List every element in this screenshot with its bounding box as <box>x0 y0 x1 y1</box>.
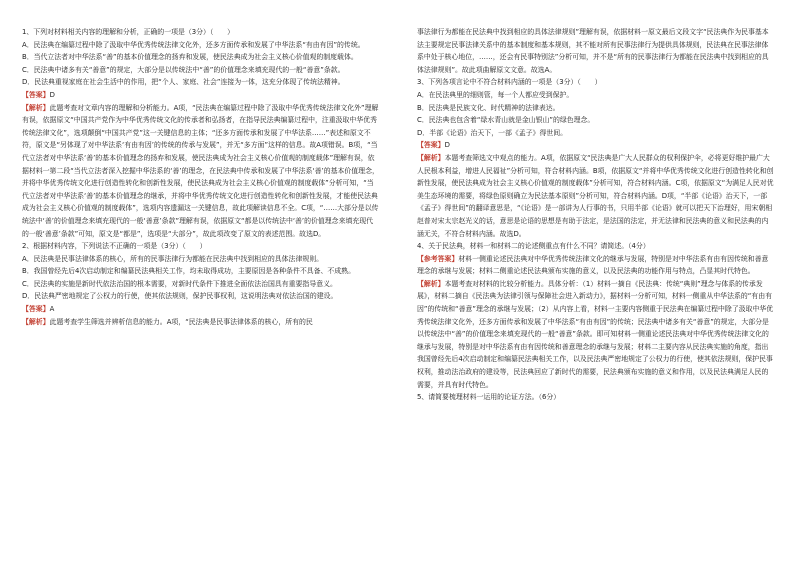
answer-label: 【答案】 <box>22 90 50 99</box>
answer-value: D <box>444 141 450 150</box>
analysis-text: 本题考查对材料的比较分析能力。具体分析：（1）材料一摘自《民法典：传统“典则”理念与体系的传承发展》，材料二摘自《民法典为法律引领与保障社会进入新动力》，据材料一分析可知，材料一侧重从中华法系的“有由有因”的传统和“善意”理念的承继与发展；（2）从内容上看，材料一主要内容侧重于民法典在编纂过程中除了汲取中华优秀传统法律文化外，还多方面传承和发展了中华法系“有由有因”的传统；民法典中诸多有关“善意”的规定，大部分是以传统法中“善”的价值理念来填充现代的一般“善意”条款。即可知材料一侧重论述民法典对中华优秀传统法律文化的继承与发展，特别是对中华法系有由有因传统和善意理念的承继与发展；材料二主要内容从民法典实施的角度，指出我国曾经先后4次启动制定和编纂民法典相关工作，以及民法典严密地规定了公权力的行使，使其依法规则，保护民事权利，推动法治政府的建设等，民法典回应了新时代的需要，民法典颁布实施的意义和作用，以及民法典满足人民的需要，并具有时代特色。 <box>417 279 774 389</box>
question-stem: 1、下列对材料相关内容的理解和分析，正确的一项是（3分）（ ） <box>22 28 235 36</box>
analysis-text: 此题考查对文章内容的理解和分析能力。A项，“民法典在编纂过程中除了汲取中华优秀传统法律文化外”理解有误，依据原文“中国共产党作为中华优秀传统文化的传承者和弘扬者，在指导民法典编纂过程中，注重汲取中华优秀传统法律文化”，选项颠倒“中国共产党”这一关键信息的主体；“还多方面传承和发展了中华法系……”表述和原文不符，原文是“另体现了对中华法系‘有由有因’的传统的传承与发展”，并无“多方面”这样的信息。故A项错误。B项，“当代立法者对中华法系‘善’的基本价值理念的扬弃和发展，使民法典成为社会主义核心价值观的制度载体”理解有误，依据材料一第二段“当代立法者深入挖掘中华法系的‘善’的理念，在民法典中传承和发展了中华法系‘善’的基本价值理念，并将中华优秀传统文化进行创造性转化和创新性发展，使民法典成为社会主义核心价值观的制度载体”分析可知，“当代立法者对中华法系‘善’的基本价值理念的继承，并将中华优秀传统文化进行创造性转化和创新性发展，才能使民法典成为社会主义核心价值观的制度载体”，选项内容遗漏这一关键信息，故此项解读信息不全。C项，“……大部分是以传统法中‘善’的价值理念来填充现代的一般‘善意’条款”理解有误，依据原文“都是以传统法中‘善’的价值理念来填充现代的一般‘善意’条款”可知，原文是“都是”，选项是“大部分”，故此项改变了原文的表述范围。故选D。 <box>22 103 379 238</box>
option-text: C．民法典中诸多有关“善意”的规定，大部分是以传统法中“善”的价值理念来填充现代的一般“善意”条款。 <box>22 65 345 74</box>
option-text: B．民法典是民族文化、时代精神的法律表达。 <box>417 103 560 112</box>
option-text: 事法律行为都能在民法典中找到相应的具体法律规则”理解有误，依据材料一原文最后文段文字“民法典作为民事基本法主要规定民事法律关系中的基本制度和基本规则，其不能对所有民事法律行为提供具体规则，民法典在民事法律体系中处于核心地位，……，还会有民事特别法”分析可知，并不是“所有的民事法律行为都能在民法典中找到相应的具体法律规则”。故此项曲解原文文意。故选A。 <box>417 28 769 74</box>
answer-label: 【答案】 <box>417 141 445 150</box>
analysis-label: 【解析】 <box>417 279 445 288</box>
analysis-label: 【解析】 <box>417 153 445 162</box>
analysis-label: 【解析】 <box>22 103 50 112</box>
option-text: A．在民法典里的细则管，每一个人都应受到保护。 <box>417 90 574 99</box>
answer-label: 【答案】 <box>22 305 50 314</box>
answer-value: 材料一侧重论述民法典对中华优秀传统法律文化的继承与发展，特别是对中华法系有由有因传统和善意理念的承继与发展；材料二侧重论述民法典颁布实施的意义，以及民法典的功能作用与特点，凸显其时代特色。 <box>417 254 769 276</box>
option-text: C．民法典的实施是新时代依法治国的根本需要，对新时代条件下推进全面依法治国具有重要指导意义。 <box>22 279 337 288</box>
option-text: D．民法典重视家庭在社会生活中的作用，把“个人、家庭、社会”连接为一体，这充分体现了传统法精神。 <box>22 78 345 87</box>
analysis-paragraph <box>417 278 774 391</box>
answer-value: D <box>49 90 55 99</box>
answer-value: A <box>49 305 55 314</box>
answer-line <box>22 303 379 316</box>
option-text: D．民法典严密地规定了公权力的行使，使其依法规则，保护民事权利，这说明法典对依法治国的建设。 <box>22 292 338 301</box>
answer-label: 【参考答案】 <box>417 254 459 263</box>
option-text: C．民法典也包含着“绿水青山就是金山银山”的绿色理念。 <box>417 116 595 125</box>
question-stem: 2、根据材料内容，下列说法不正确的一项是（3分）（ ） <box>22 242 207 251</box>
option-text: D．半部《论语》治天下，一部《孟子》得世间。 <box>417 128 568 137</box>
answer-line <box>417 253 774 278</box>
option-text: B．我国曾经先后4次启动制定和编纂民法典相关工作，均未取得成功，主要原因是各种条件不具备、不成熟。 <box>22 267 355 276</box>
question-stem: 3、下列各项言论中不符合材料内涵的一项是（3分）（ ） <box>417 78 602 87</box>
option-text: A．民法典是民事法律体系的核心，所有的民事法律行为都能在民法典中找到相应的具体法律规则。 <box>22 254 324 263</box>
analysis-paragraph <box>417 152 774 240</box>
answer-line <box>417 139 774 152</box>
left-column <box>22 26 379 554</box>
answer-line <box>22 89 379 102</box>
analysis-text: 此题考查学生筛选并辨析信息的能力。A项，“民法典是民事法律体系的核心，所有的民 <box>49 317 313 326</box>
question-stem: 4、关于民法典，材料一和材料二的论述侧重点有什么不同？请简述。（4分） <box>417 242 650 251</box>
option-text: B．当代立法者对中华法系“善”的基本价值理念的扬弃和发展，使民法典成为社会主义核心价值观的制度载体。 <box>22 53 358 62</box>
analysis-text: 本题考查筛选文中观点的能力。A项，依据原文“民法典是广大人民群众的权利保护伞，必将更好维护最广大人民根本利益，增进人民福祉”分析可知，符合材料内涵。B项，依据原文“并将中华优秀传统文化进行创造性转化和创新性发展，使民法典成为社会主义核心价值观的制度载体”分析可知，符合材料内涵。C项，依据原文“为满足人民对优美生态环境的需要，将绿色原则确立为民法基本原则”分析可知，符合材料内涵。D项，“半部《论语》治天下，一部《孟子》得世间”的翻译意思是，“《论语》是一部讲为人行事的书，只用半部《论语》就可以把天下治理好，用宋朝相赵普对宋太宗赵光义的话，意思是论语的思想是有助于法定，是法国的法定，并无法律和民法典的意义和民法典的内涵无关，不符合材料内涵。故选D。 <box>417 153 774 238</box>
analysis-label: 【解析】 <box>22 317 50 326</box>
option-text: A．民法典在编纂过程中除了汲取中华优秀传统法律文化外，还多方面传承和发展了中华法系“有由有因”的传统。 <box>22 40 365 49</box>
analysis-paragraph <box>22 102 379 241</box>
question-stem: 5、请简要梳理材料一运用的论证方法。（6分） <box>417 393 561 402</box>
right-column <box>417 26 774 554</box>
analysis-paragraph <box>22 316 379 329</box>
